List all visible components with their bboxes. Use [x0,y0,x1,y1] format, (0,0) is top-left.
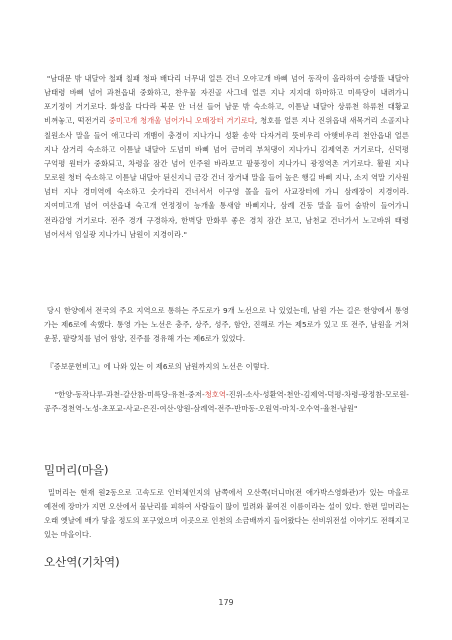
history-paragraph-block [44,304,409,346]
quote-highlight-red: 중미고개 청개울 넘어가니 오매장터 거기로다 [108,116,255,126]
route-text-part2: -진위-소사-성환역-천안-김제역-덕평-차령-광정참-모로원-공주-경천역-노성-초포교-사교-은진-여산-양원-삼례역-전주-반마동-오원역-마치-오수역-율천-남원" [44,390,409,414]
section-heading-milmeori-block [44,463,409,477]
section-heading-osan-station: 오산역(기차역) [44,555,120,569]
route-highlight-red: 청호역 [204,390,226,399]
history-paragraph [44,304,409,346]
route-text-part1: "한양-동작나루-과천-갈산참-미륵당-유천-중저- [54,390,205,399]
page-number: 179 [218,598,234,607]
section-heading-milmeori: 밀머리(마을) [44,463,109,477]
milmeori-paragraph [44,486,409,543]
milmeori-paragraph-block [44,486,409,543]
quote-text-part1: "남대문 밖 내달아 철패 칠패 청파 배다리 너무내 얼른 건너 오야고개 바삐 넘어 동작이 올라하여 승방뜰 내달아 남태령 바삐 넘어 과천읍내 중화하고, 찬우물 자진골 사그네 얼른 지나 지지대 하마하고 미륵당이 내려가니 포기정이 거기로다. 화성을 다다라 북문 안 너선 들어 남문 밖 숙소하고, 이튿날 내달아 상류천 하류천 대황교 비껴놓고, 떡전거리 [44,74,409,126]
quote-text-part2: , 청호를 얼른 지나 진위읍내 새목거리 소골지나 칠원소사 말을 들어 애고다리 개뱀이 충경이 지나가니 성환 송악 다자거리 뜻비우리 아햇비우리 천안읍내 얼른 지나 삼거리 숙소하고 이튿날 내달아 도넘미 바삐 넘어 금머리 부처댕이 지나가니 김제역촌 거기로다, 신덕평 구억평 원터가 중화되고, 차령을 잠간 넘어 인주원 바라보고 팔풍정이 지나가니 광정역촌 거기로다. 활원 지나 모로원 청터 숙소하고 이튿날 내달아 된신지니 금강 건너 장거내 말을 들어 높은 행길 바삐 지나, 소지 역말 기사원 넘터 지나 경미역에 숙소하고 숫가다리 건너서서 이구영 몰을 들어 사교장터에 가니 삼례장이 지경이라. 지여미고개 넘어 여산읍내 숙고개 연정정이 능개울 통새암 바삐지나, 삼례 건동 말을 들어 숨밖이 들어가니 전라감영 거기로다. 전주 경개 구경하자, 한벽당 만화루 좋은 경치 잠간 보고, 남천교 건너가서 노고바위 태령 넘어서서 임실광 지나가니 남원이 지경이라." [44,116,409,239]
source-paragraph-text: 『증보문헌비고』에 나와 있는 이 제6로의 남원까지의 노선은 이렇다. [46,362,270,371]
route-list-paragraph [44,388,409,416]
section-heading-osan-station-block [44,555,409,569]
source-paragraph [44,360,409,374]
milmeori-paragraph-text: 밀머리는 현재 원2동으로 고속도로 인터체인지의 남쪽에서 오산쪽(더니마(전 애가박스영화관)가 있는 마을로 예전에 장마가 지면 오산에서 물난리를 피하여 사람들이 많이 밀려와 붙여진 이름이라는 설이 있다. 한편 밀머리는 오래 옛날에 배가 닿을 정도의 포구였으며 이곳으로 인천의 소금배까지 들어왔다는 선비위전설 이야기도 전해지고 있는 마을이다. [44,488,409,540]
page-content [44,60,409,593]
history-paragraph-text: 당시 한양에서 전국의 주요 지역으로 통하는 주도로가 9개 노선으로 나 있었는데, 남원 가는 길은 한양에서 통영 가는 제6로에 속했다. 통영 가는 노선은 충주, 상주, 성주, 함안, 진해로 가는 제5로가 있고 또 전주, 남원을 거쳐 운봉, 팔량치를 넘어 함양, 진주를 경유해 가는 제6로가 있었다. [44,306,409,344]
route-quote-paragraph [44,72,409,242]
route-list-block [44,388,409,416]
route-quote-block [44,72,409,242]
source-paragraph-block [44,360,409,374]
